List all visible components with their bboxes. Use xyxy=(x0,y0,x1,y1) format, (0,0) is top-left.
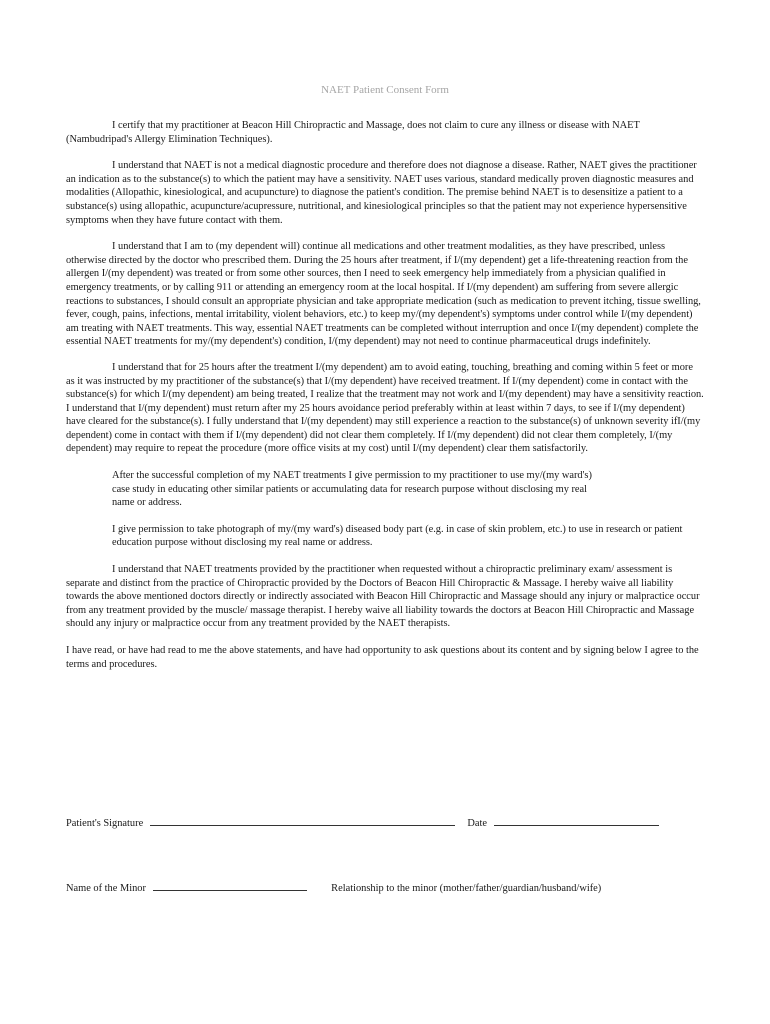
paragraph-liability-waiver: I understand that NAET treatments provided by the practitioner when requested without a chiropractic preliminary exam/ assessment is separate and distinct from the practice of Chiropractic provided by the Doctors of Beacon Hill Chiropractic & Massage. I hereby waive all liability towards the above mentioned doctors directly or indirectly associated with Beacon Hill Chiropractic and Massage should any injury or malpractice occur from any treatment provided by the muscle/ massage therapist. I hereby waive all liability towards the doctors at Beacon Hill Chiropractic and Massage should any injury or malpractice occur from any treatment provided by the NAET therapists. xyxy=(66,564,700,630)
date-field[interactable] xyxy=(494,815,659,826)
minor-row xyxy=(66,880,601,894)
paragraph-acknowledgement: I have read, or have had read to me the above statements, and have had opportunity to ask questions about its content and by signing below I agree to the terms and procedures. xyxy=(66,645,699,670)
minor-name-field[interactable] xyxy=(153,880,307,891)
date-label: Date xyxy=(467,818,488,829)
paragraph-not-diagnostic: I understand that NAET is not a medical diagnostic procedure and therefore does not diagnose a disease. Rather, NAET gives the practitioner an indication as to the substance(s) to which the patient may have a sensitivity. NAET uses various, standard medically proven diagnostic measures and modalities (Allopathic, kinesiological, and acupuncture) to diagnose the patient's condition. The premise behind NAET is to desensitize a patient to a substance(s) using allopathic, acupuncture/acupressure, nutritional, and kinesiological principles so that the patient may not experience hypersensitive symptoms when they have future contact with them. xyxy=(66,160,697,226)
signature-row xyxy=(66,815,659,829)
paragraph-certification: I certify that my practitioner at Beacon Hill Chiropractic and Massage, does not claim to cure any illness or disease with NAET (Nambudripad's Allergy Elimination Techniques). xyxy=(66,120,640,145)
paragraph-avoidance: I understand that for 25 hours after the treatment I/(my dependent) am to avoid eating, touching, breathing and coming within 5 feet or more as it was instructed by my practitioner of the substance(s) that I/(my dependent) have received treatment. If I/(my dependent) come in contact with the substance(s) for which I/(my dependent) am being treated, I realize that the treatment may not work and I/(my dependent) may have a sensitivity reaction. I understand that I/(my dependent) must return after my 25 hours avoidance period preferably within at least within 7 days, to see if I/(my dependent) have cleared for the substance(s). I fully understand that I/(my dependent) may still experience a reaction to the substance(s) of unknown severity ifI/(my dependent) come in contact with them if I/(my dependent) did not clear them completely. If I/(my dependent) did not clear them completely, I/(my dependent) may require to repeat the procedure (more office visits at my cost) until I/(my dependent) clear them satisfactorily. xyxy=(66,361,704,455)
minor-name-label: Name of the Minor xyxy=(66,883,146,894)
form-body xyxy=(66,119,704,683)
paragraph-case-study-permission: After the successful completion of my NAET treatments I give permission to my practitioner to use my/(my ward's) case study in educating other similar patients or accumulating data for research purpose without disclosing my real name or address. xyxy=(112,470,592,509)
form-title: NAET Patient Consent Form xyxy=(321,84,449,96)
paragraph-photograph-permission: I give permission to take photograph of my/(my ward's) diseased body part (e.g. in case of skin problem, etc.) to use in research or patient education purpose without disclosing my real name or address. xyxy=(112,523,683,549)
patient-signature-field[interactable] xyxy=(150,815,455,826)
relationship-label: Relationship to the minor (mother/father/guardian/husband/wife) xyxy=(331,883,602,894)
paragraph-medications: I understand that I am to (my dependent will) continue all medications and other treatment modalities, as they have prescribed, unless otherwise directed by the doctor who prescribed them. During the 25 hours after treatment, if I/(my dependent) get a life-threatening reaction from the allergen I/(my dependent) was treated or from some other sources, then I need to seek emergency help immediately from a physician qualified in emergency treatments, or by calling 911 or attending an emergency room at the local hospital. If I/(my dependent) am suffering from severe allergic reactions to substances, I should consult an appropriate physician and take appropriate medication (such as medication to prevent itching, tissue swelling, fever, cough, pains, infections, mental irritability, violent behaviors, etc.) to keep my/(my dependent's) symptoms under control while I/(my dependent) am treating with NAET treatments. This way, essential NAET treatments can be completed without interruption and once I/(my dependent) complete the essential NAET treatments for my/(my dependent's) condition, I/(my dependent) may not need to continue pharmaceutical drugs indefinitely. xyxy=(66,241,701,348)
patient-signature-label: Patient's Signature xyxy=(66,818,144,829)
